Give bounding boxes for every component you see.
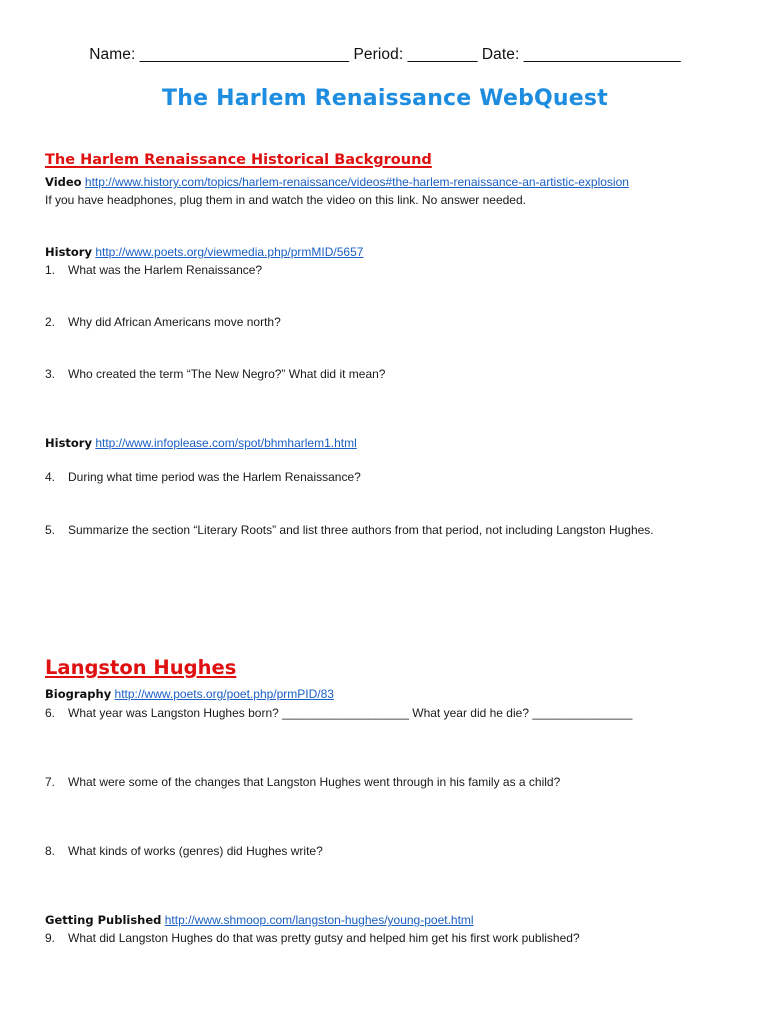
question-text: During what time period was the Harlem Renaissance? bbox=[68, 470, 361, 484]
question-9 bbox=[45, 931, 580, 945]
question-text: What were some of the changes that Langston Hughes went through in his family as a child? bbox=[68, 775, 561, 789]
section-heading-historical-background: The Harlem Renaissance Historical Background bbox=[45, 152, 432, 168]
video-link[interactable]: http://www.history.com/topics/harlem-renaissance/videos#the-harlem-renaissance-an-artistic-explosion bbox=[84, 175, 629, 189]
question-3 bbox=[45, 367, 385, 381]
history-label: History bbox=[45, 436, 92, 450]
history-source-1 bbox=[45, 245, 363, 259]
getting-published-source bbox=[45, 913, 474, 927]
section-heading-langston-hughes: Langston Hughes bbox=[45, 656, 237, 679]
question-text: Who created the term “The New Negro?” What did it mean? bbox=[68, 367, 386, 381]
name-period-date-line: Name: ________________________ Period: ________ Date: __________________ bbox=[89, 46, 681, 63]
video-label: Video bbox=[45, 175, 82, 189]
question-number: 4. bbox=[45, 470, 56, 484]
question-text: What was the Harlem Renaissance? bbox=[68, 263, 263, 277]
question-2 bbox=[45, 315, 281, 329]
biography-link[interactable]: http://www.poets.org/poet.php/prmPID/83 bbox=[114, 687, 334, 701]
getting-published-label: Getting Published bbox=[45, 913, 162, 927]
question-number: 8. bbox=[45, 844, 56, 858]
question-number: 2. bbox=[45, 315, 56, 329]
video-instructions: If you have headphones, plug them in and watch the video on this link. No answer needed. bbox=[45, 193, 526, 207]
question-number: 5. bbox=[45, 523, 56, 537]
question-6 bbox=[45, 706, 632, 720]
getting-published-link[interactable]: http://www.shmoop.com/langston-hughes/young-poet.html bbox=[164, 913, 474, 927]
question-number: 7. bbox=[45, 775, 56, 789]
page-title: The Harlem Renaissance WebQuest bbox=[162, 86, 608, 111]
question-number: 3. bbox=[45, 367, 56, 381]
question-4 bbox=[45, 470, 361, 484]
history-link-poets[interactable]: http://www.poets.org/viewmedia.php/prmMID/5657 bbox=[95, 245, 364, 259]
question-7 bbox=[45, 775, 560, 789]
biography-label: Biography bbox=[45, 687, 112, 701]
question-5 bbox=[45, 523, 654, 537]
question-text: Why did African Americans move north? bbox=[68, 315, 281, 329]
question-text: What year was Langston Hughes born? ___________________ What year did he die? _______________ bbox=[68, 706, 633, 720]
history-label: History bbox=[45, 245, 92, 259]
question-1 bbox=[45, 263, 262, 277]
question-text: Summarize the section “Literary Roots” and list three authors from that period, not including Langston Hughes. bbox=[68, 523, 654, 537]
question-number: 1. bbox=[45, 263, 56, 277]
question-number: 6. bbox=[45, 706, 56, 720]
video-source bbox=[45, 175, 629, 189]
biography-source bbox=[45, 687, 334, 701]
question-8 bbox=[45, 844, 323, 858]
history-link-infoplease[interactable]: http://www.infoplease.com/spot/bhmharlem1.html bbox=[95, 436, 357, 450]
question-text: What kinds of works (genres) did Hughes write? bbox=[68, 844, 323, 858]
question-number: 9. bbox=[45, 931, 56, 945]
question-text: What did Langston Hughes do that was pretty gutsy and helped him get his first work published? bbox=[68, 931, 580, 945]
history-source-2 bbox=[45, 436, 357, 450]
